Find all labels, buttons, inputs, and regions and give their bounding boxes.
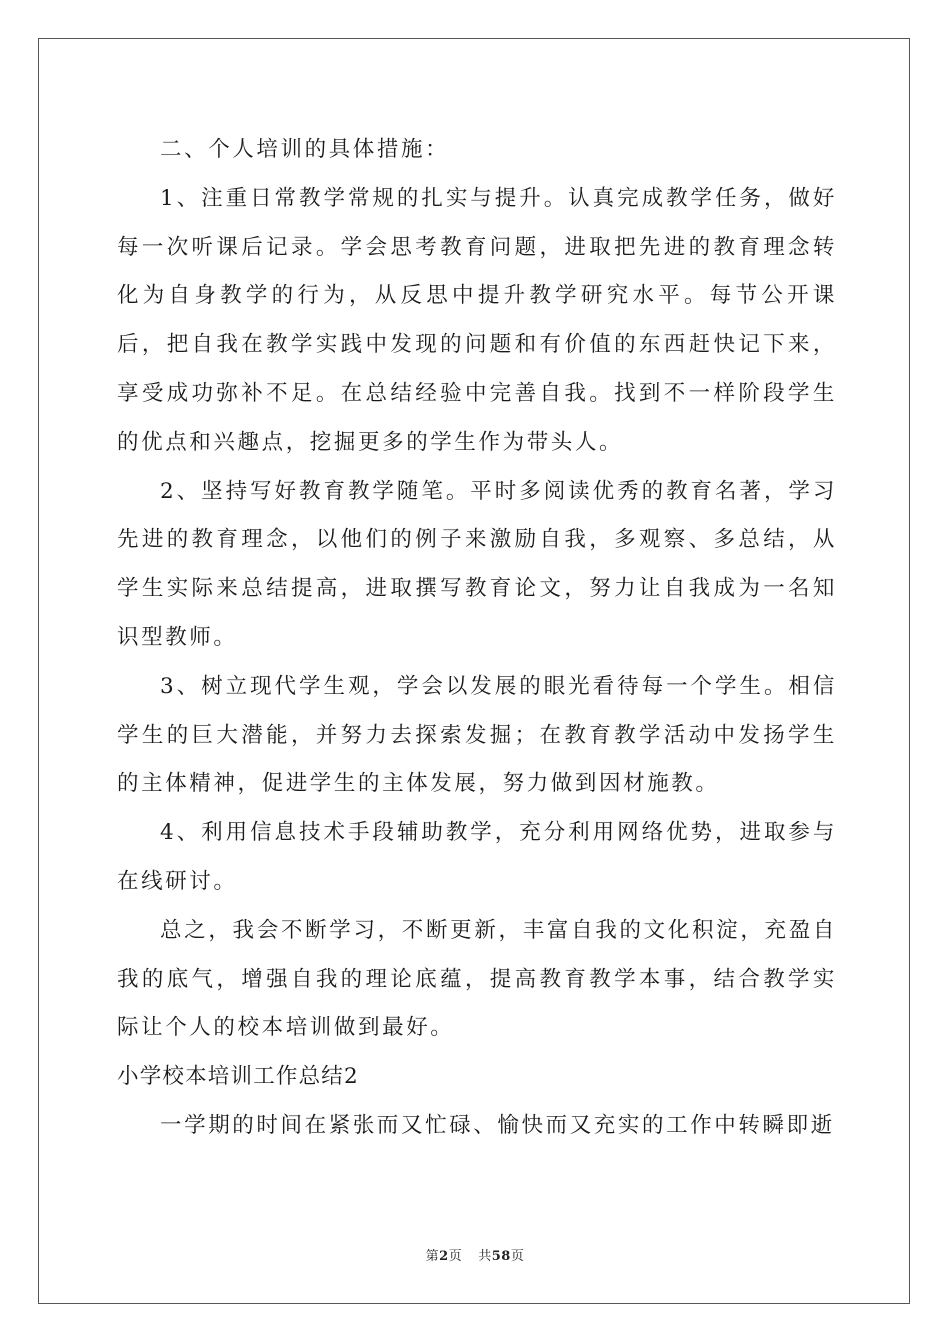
paragraph-item-3: 3、树立现代学生观，学会以发展的眼光看待每一个学生。相信学生的巨大潜能，并努力去探索发掘；在教育教学活动中发扬学生的主体精神，促进学生的主体发展，努力做到因材施教。: [117, 673, 837, 797]
total-suffix: 页: [510, 1249, 525, 1264]
paragraph-item-1: 1、注重日常教学常规的扎实与提升。认真完成教学任务，做好每一次听课后记录。学会思考教育问题，进取把先进的教育理念转化为自身教学的行为，从反思中提升教学研究水平。每节公开课后，把自我在教学实践中发现的问题和有价值的东西赶快记下来，享受成功弥补不足。在总结经验中完善自我。找到不一样阶段学生的优点和兴趣点，挖掘更多的学生作为带头人。: [117, 185, 837, 455]
document-body: [117, 126, 837, 1151]
paragraph-heading-measures: 二、个人培训的具体措施：: [160, 137, 450, 162]
page-number: 2: [439, 1249, 449, 1264]
page-suffix: 页: [448, 1249, 463, 1264]
total-pages: 58: [491, 1249, 511, 1264]
page-prefix: 第: [425, 1249, 440, 1264]
paragraph-intro: 一学期的时间在紧张而又忙碌、愉快而又充实的工作中转瞬即逝: [160, 1112, 835, 1138]
page-footer: [0, 1245, 950, 1264]
paragraph-item-4: 4、利用信息技术手段辅助教学，充分利用网络优势，进取参与在线研讨。: [117, 820, 837, 894]
total-prefix: 共: [478, 1249, 492, 1264]
paragraph-item-2: 2、坚持写好教育教学随笔。平时多阅读优秀的教育名著，学习先进的教育理念，以他们的例子来激励自我，多观察、多总结，从学生实际来总结提高，进取撰写教育论文，努力让自我成为一名知识型教师。: [117, 478, 837, 650]
section-title: 小学校本培训工作总结2: [117, 1064, 359, 1090]
paragraph-summary: 总之，我会不断学习，不断更新，丰富自我的文化积淀，充盈自我的底气，增强自我的理论底蕴，提高教育教学本事，结合教学实际让个人的校本培训做到最好。: [117, 917, 837, 1041]
